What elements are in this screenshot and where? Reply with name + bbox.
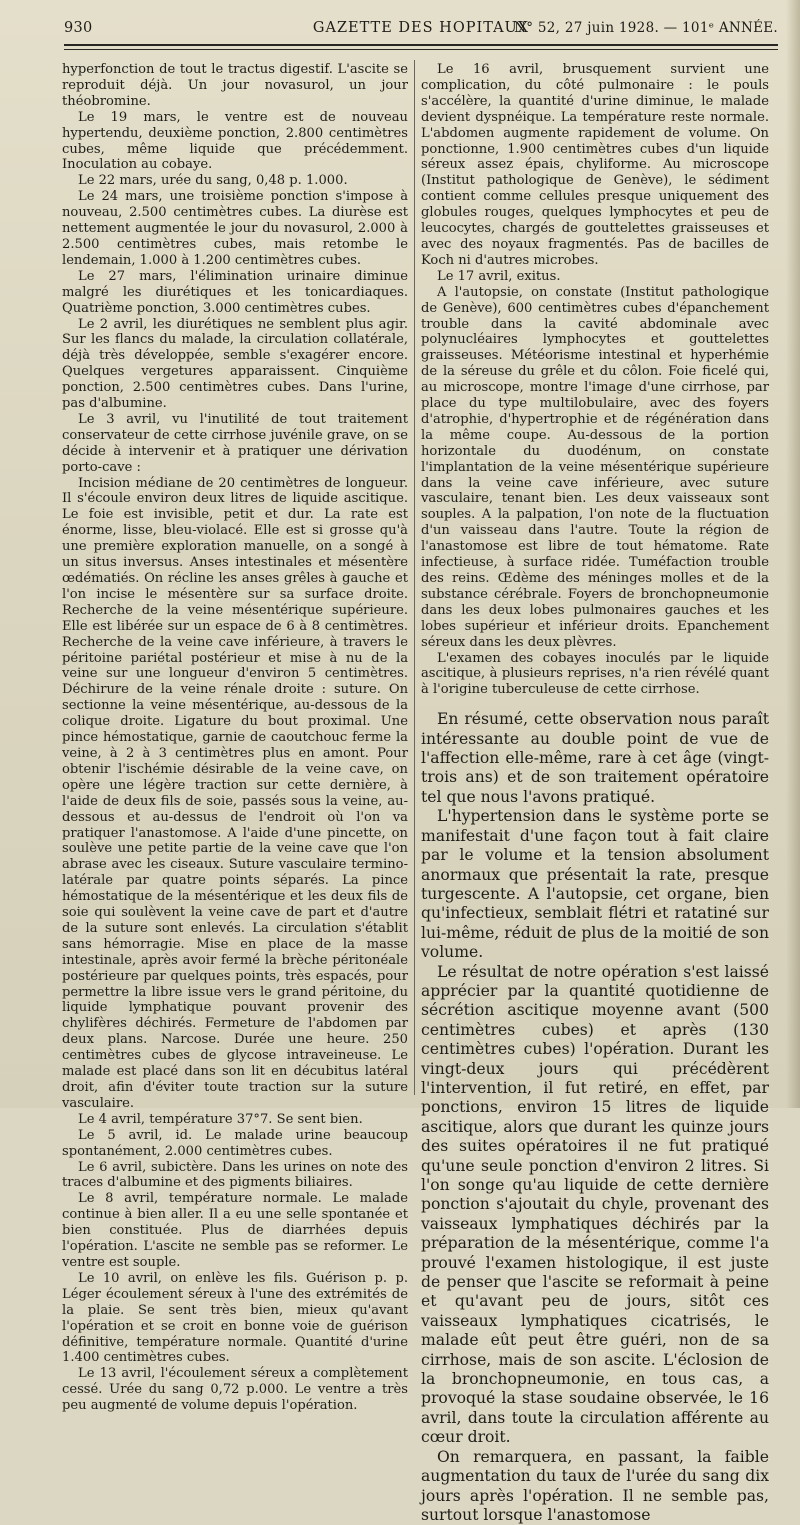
page-edge-shadow (786, 0, 800, 1108)
paragraph: Incision médiane de 20 centimètres de longueur. Il s'écoule environ deux litres de liquide ascitique. Le foie est invisible, petit et dur. La rate est énorme, lisse, bleu-violacé. Elle est si grosse qu'à une première exploration manuelle, on a songé à un situs inversus. Anses intestinales et mésentère œdématiés. On récline les anses grêles à gauche et l'on incise le mésentère sur sa surface droite. Recherche de la veine mésentérique supérieure. Elle est libérée sur un espace de 6 à 8 centimètres. Recherche de la veine cave inférieure, à travers le péritoine pariétal postérieur et mise à nu de la veine sur une longueur d'environ 5 centimètres. Déchirure de la veine rénale droite : suture. On sectionne la veine mésentérique, au-dessous de la colique droite. Ligature du bout proximal. Une pince hémostatique, garnie de caoutchouc ferme la veine, à 2 à 3 centimètres plus en amont. Pour obtenir l'ischémie désirable de la veine cave, on opère une légère traction sur cette dernière, à l'aide de deux fils de soie, passés sous la veine, au-dessous et au-dessus de l'endroit où l'on va pratiquer l'anastomose. A l'aide d'une pincette, on soulève une petite partie de la veine cave que l'on abrase avec les ciseaux. Suture vasculaire termino-latérale par quatre points séparés. La pince hémostatique de la mésentérique et les deux fils de soie qui soulèvent la veine cave de part et d'autre de la suture sont enlevés. La circulation s'établit sans hémorragie. Mise en place de la masse intestinale, après avoir fermé la brèche péritonéale postérieure par quelques points, très espacés, pour permettre la libre issue vers le grand péritoine, du liquide lymphatique pouvant provenir des chylifères déchirés. Fermeture de l'abdomen par deux plans. Narcose. Durée une heure. 250 centimètres cubes de glycose intraveineuse. Le malade est placé dans son lit en décubitus latéral droit, afin d'éviter toute traction sur la suture vasculaire. (62, 475, 408, 1111)
page-number: 930 (64, 20, 93, 36)
paragraph: Le 5 avril, id. Le malade urine beaucoup spontanément, 2.000 centimètres cubes. (62, 1127, 408, 1159)
column-divider (414, 60, 415, 1095)
summary-paragraph: L'hypertension dans le système porte se manifestait d'une façon tout à fait claire par le volume et la tension absolument anormaux que présentait la rate, presque turgescente. A l'autopsie, cet organe, bien qu'infectieux, semblait flétri et ratatiné sur lui-même, réduit de plus de la moitié de son volume. (421, 807, 769, 962)
paragraph: Le 24 mars, une troisième ponction s'impose à nouveau, 2.500 centimètres cubes. La diurèse est nettement augmentée le jour du novasurol, 2.000 à 2.500 centimètres cubes, mais retombe le lendemain, 1.000 à 1.200 centimètres cubes. (62, 189, 408, 268)
paragraph: Le 16 avril, brusquement survient une complication, du côté pulmonaire : le pouls s'accélère, la quantité d'urine diminue, le malade devient dyspnéique. La température reste normale. L'abdomen augmente rapidement de volume. On ponctionne, 1.900 centimètres cubes d'un liquide séreux assez épais, chyliforme. Au microscope (Institut pathologique de Genève), le sédiment contient comme cellules presque uniquement des globules rouges, quelques lymphocytes et peu de leucocytes, chargés de gouttelettes graisseuses et avec des noyaux fragmentés. Pas de bacilles de Koch ni d'autres microbes. (421, 62, 769, 268)
paragraph: Le 19 mars, le ventre est de nouveau hypertendu, deuxième ponction, 2.800 centimètres cubes, même liquide que précédemment. Inoculation au cobaye. (62, 109, 408, 173)
header-rule (64, 44, 778, 46)
paragraph: Le 3 avril, vu l'inutilité de tout traitement conservateur de cette cirrhose juvénile grave, on se décide à intervenir et à pratiquer une dérivation porto-cave : (62, 411, 408, 475)
paragraph: L'examen des cobayes inoculés par le liquide ascitique, à plusieurs reprises, n'a rien révélé quant à l'origine tuberculeuse de cette cirrhose. (421, 650, 769, 698)
paragraph: Le 2 avril, les diurétiques ne semblent plus agir. Sur les flancs du malade, la circulation collatérale, déjà très développée, semble s'exagérer encore. Quelques vergetures apparaissent. Cinquième ponction, 2.500 centimètres cubes. Dans l'urine, pas d'albumine. (62, 316, 408, 412)
paragraph: Le 13 avril, l'écoulement séreux a complètement cessé. Urée du sang 0,72 p.000. Le ventre a très peu augmenté de volume depuis l'opération. (62, 1366, 408, 1414)
journal-title: GAZETTE DES HOPITAUX (312, 20, 530, 36)
page-header (64, 20, 778, 46)
paragraph: Le 6 avril, subictère. Dans les urines on note des traces d'albumine et des pigments biliaires. (62, 1159, 408, 1191)
summary-paragraph: Le résultat de notre opération s'est laissé apprécier par la quantité quotidienne de sécrétion ascitique moyenne avant (500 centimètres cubes) et après (130 centimètres cubes) l'opération. Durant les vingt-deux jours qui précédèrent l'intervention, il fut retiré, en effet, par ponctions, environ 15 litres de liquide ascitique, alors que durant les quinze jours des suites opératoires il ne fut pratiqué qu'une seule ponction d'environ 2 litres. Si l'on songe qu'au liquide de cette dernière ponction s'ajoutait du chyle, provenant des vaisseaux lymphatiques déchirés par la préparation de la mésentérique, comme l'a prouvé l'examen histologique, il est juste de penser que l'ascite se reformait à peine et qu'avant peu de jours, sitôt ces vaisseaux lymphatiques cicatrisés, le malade eût peut être guéri, non de sa cirrhose, mais de son ascite. L'éclosion de la bronchopneumonie, en tous cas, a provoqué la stase soudaine observée, le 16 avril, dans toute la circulation afférente au cœur droit. (421, 962, 769, 1447)
paragraph: Le 8 avril, température normale. Le malade continue à bien aller. Il a eu une selle spontanée et bien constituée. Plus de diarrhées depuis l'opération. L'ascite ne semble pas se reformer. Le ventre est souple. (62, 1191, 408, 1270)
paragraph: A l'autopsie, on constate (Institut pathologique de Genève), 600 centimètres cubes d'épanchement trouble dans la cavité abdominale avec polynucléaires lymphocytes et gouttelettes graisseuses. Météorisme intestinal et hyperhémie de la séreuse du grêle et du côlon. Foie ficelé qui, au microscope, montre l'image d'une cirrhose, par place du type multilobulaire, avec des foyers d'atrophie, d'hypertrophie et de régénération dans la même coupe. Au-dessous de la portion horizontale du duodénum, on constate l'implantation de la veine mésentérique supérieure dans la veine cave inférieure, avec suture vasculaire, tenant bien. Les deux vaisseaux sont souples. A la palpation, l'on note de la fluctuation d'un vaisseau dans l'autre. Toute la région de l'anastomose est libre de tout hématome. Rate infectieuse, à surface ridée. Tuméfaction trouble des reins. Œdème des méninges molles et de la substance cérébrale. Foyers de bronchopneumonie dans les deux lobes pulmonaires gauches et les lobes supérieur et inférieur droits. Epanchement séreux dans les deux plèvres. (421, 284, 769, 650)
paragraph: Le 27 mars, l'élimination urinaire diminue malgré les diurétiques et les tonicardiaques. Quatrième ponction, 3.000 centimètres cubes. (62, 268, 408, 316)
paragraph: Le 10 avril, on enlève les fils. Guérison p. p. Léger écoulement séreux à l'une des extrémités de la plaie. Se sent très bien, mieux qu'avant l'opération et se croit en bonne voie de guérison définitive, température normale. Quantité d'urine 1.400 centimètres cubes. (62, 1270, 408, 1366)
header-rule-thin (64, 49, 778, 50)
paragraph: Le 22 mars, urée du sang, 0,48 p. 1.000. (78, 173, 348, 189)
paragraph: hyperfonction de tout le tractus digestif. L'ascite se reproduit déjà. Un jour novasurol, un jour théobromine. (62, 62, 408, 109)
left-column (62, 62, 408, 1414)
right-column (421, 62, 769, 1524)
issue-info: N° 52, 27 juin 1928. — 101ᵉ ANNÉE. (514, 20, 778, 36)
paragraph: Le 17 avril, exitus. (437, 268, 561, 284)
summary-paragraph: En résumé, cette observation nous paraît intéressante au double point de vue de l'affection elle-même, rare à cet âge (vingt-trois ans) et de son traitement opératoire tel que nous l'avons pratiqué. (421, 710, 769, 806)
paragraph: Le 4 avril, température 37°7. Se sent bien. (78, 1111, 363, 1127)
summary-paragraph: On remarquera, en passant, la faible augmentation du taux de l'urée du sang dix jours après l'opération. Il ne semble pas, surtout lorsque l'anastomose (421, 1447, 769, 1524)
